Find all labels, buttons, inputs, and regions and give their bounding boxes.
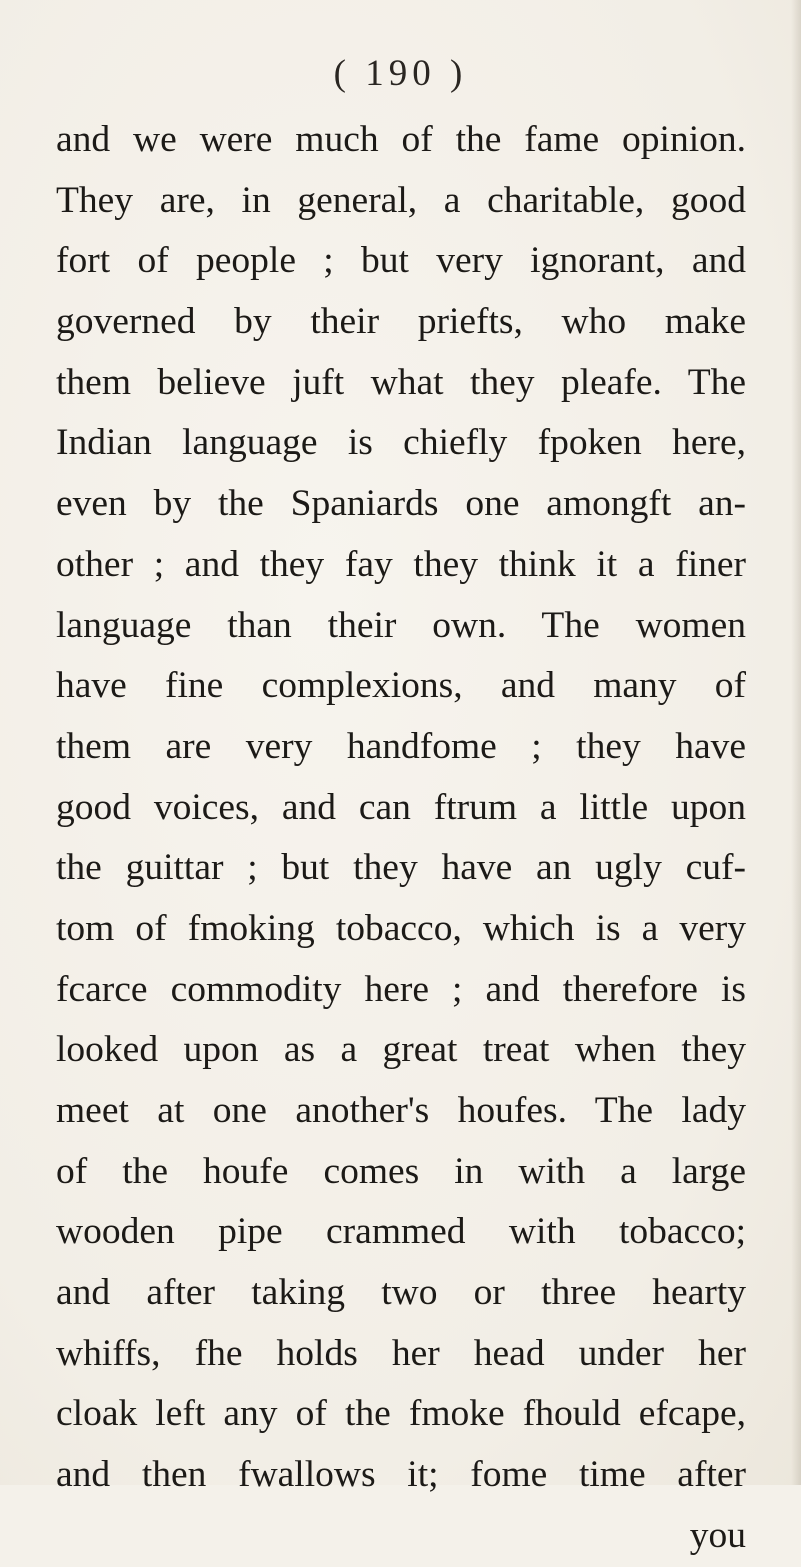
text-line: looked upon as a great treat when they (56, 1029, 746, 1071)
text-line: them are very handfome ; they have (56, 725, 746, 767)
text-line: meet at one another's houfes. The lady (56, 1090, 746, 1131)
text-line: whiffs, fhe holds her head under her (56, 1332, 746, 1374)
text-line: and after taking two or three hearty (56, 1272, 746, 1314)
page-number: ( 190 ) (333, 53, 468, 94)
text-line: governed by their priefts, who make (56, 301, 746, 343)
text-line: and then fwallows it; fome time after (56, 1454, 746, 1496)
text-line: good voices, and can ftrum a little upon (56, 786, 746, 828)
text-line: the guittar ; but they have an ugly cuf- (56, 847, 746, 889)
text-line: fcarce commodity here ; and therefore is (56, 968, 746, 1010)
text-line: tom of fmoking tobacco, which is a very (56, 907, 746, 949)
text-line: even by the Spaniards one amongft an- (56, 483, 746, 525)
text-line: cloak left any of the fmoke fhould efcape, (56, 1393, 746, 1435)
text-line: They are, in general, a charitable, good (56, 179, 746, 221)
text-line: wooden pipe crammed with tobacco; (56, 1211, 746, 1253)
text-line: Indian language is chiefly fpoken here, (56, 422, 746, 464)
body-text (56, 110, 746, 1567)
text-line: of the houfe comes in with a large (56, 1150, 746, 1192)
text-line: language than their own. The women (56, 604, 746, 646)
text-line: other ; and they fay they think it a finer (56, 543, 746, 585)
catchword: you (689, 1514, 746, 1556)
text-line: them believe juft what they pleafe. The (56, 361, 746, 403)
text-line: and we were much of the fame opinion. (56, 119, 746, 160)
text-line: fort of people ; but very ignorant, and (56, 240, 746, 282)
page-edge-shadow (791, 0, 801, 1485)
text-line: have fine complexions, and many of (56, 665, 746, 707)
